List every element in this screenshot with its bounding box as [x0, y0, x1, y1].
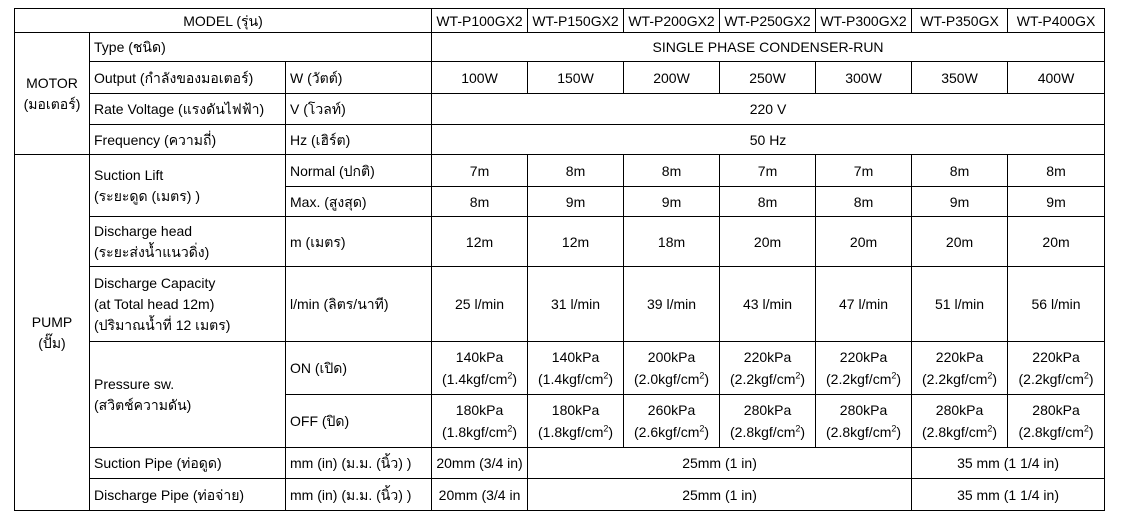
output-value: 200W — [624, 62, 720, 94]
on-kpa: 200kPa — [647, 349, 696, 365]
on-kpa: 140kPa — [551, 349, 600, 365]
motor-type-row — [15, 33, 1105, 62]
voltage-value: 220 V — [432, 94, 1105, 125]
frequency-unit: Hz (เฮิร์ต) — [286, 125, 432, 155]
off-kgf-sup: 2 — [507, 423, 513, 434]
close-paren: ) — [800, 424, 806, 440]
on-kgf-sup: 2 — [891, 370, 897, 381]
pressure-label-th: (สวิตช์ความดัน) — [94, 396, 192, 413]
suction-pipe-value: 25mm (1 in) — [528, 448, 912, 479]
on-kgf — [532, 368, 619, 390]
close-paren: ) — [608, 371, 614, 387]
discharge-pipe-label: Discharge Pipe (ท่อจ่าย) — [90, 479, 286, 511]
output-value: 300W — [816, 62, 912, 94]
motor-group-th: (มอเตอร์) — [23, 95, 81, 112]
off-kgf-value: (2.6kgf/cm — [634, 424, 700, 440]
on-pressure-cell — [432, 342, 528, 395]
discharge-pipe-unit: mm (in) (ม.ม. (นิ้ว) ) — [286, 479, 432, 511]
close-paren: ) — [896, 424, 902, 440]
suction-lift-label — [90, 155, 286, 217]
suction-pipe-unit: mm (in) (ม.ม. (นิ้ว) ) — [286, 448, 432, 479]
output-value: 250W — [720, 62, 816, 94]
suction-lift-normal-row — [15, 155, 1105, 187]
max-value: 8m — [720, 187, 816, 217]
discharge-head-label — [90, 217, 286, 267]
off-kpa: 280kPa — [935, 402, 984, 418]
pump-group-label — [15, 155, 90, 511]
off-kgf — [628, 421, 715, 443]
off-pressure-cell — [528, 395, 624, 448]
max-value: 8m — [432, 187, 528, 217]
discharge-pipe-value: 25mm (1 in) — [528, 479, 912, 511]
on-kgf — [916, 368, 1003, 390]
off-pressure-cell — [432, 395, 528, 448]
normal-value: 7m — [720, 155, 816, 187]
off-kgf-sup: 2 — [603, 423, 609, 434]
output-value: 400W — [1008, 62, 1105, 94]
off-kgf-sup: 2 — [699, 423, 705, 434]
off-kgf — [436, 421, 523, 443]
motor-group-label — [15, 33, 90, 155]
motor-group-en: MOTOR — [26, 74, 78, 91]
close-paren: ) — [800, 371, 806, 387]
on-kgf — [724, 368, 811, 390]
capacity-value: 43 l/min — [720, 267, 816, 342]
max-value: 8m — [816, 187, 912, 217]
capacity-label-th: (ปริมาณน้ำที่ 12 เมตร) — [94, 316, 231, 333]
off-kgf-value: (2.8kgf/cm — [730, 424, 796, 440]
max-label: Max. (สูงสุด) — [286, 187, 432, 217]
model-label: MODEL (รุ่น) — [15, 9, 432, 33]
suction-pipe-row — [15, 448, 1105, 479]
capacity-value: 47 l/min — [816, 267, 912, 342]
normal-value: 8m — [1008, 155, 1105, 187]
suction-lift-label-th: (ระยะดูด (เมตร) ) — [94, 187, 200, 204]
frequency-value: 50 Hz — [432, 125, 1105, 155]
close-paren: ) — [992, 424, 998, 440]
off-kgf-value: (2.8kgf/cm — [1018, 424, 1084, 440]
off-pressure-cell — [816, 395, 912, 448]
discharge-head-value: 12m — [432, 217, 528, 267]
close-paren: ) — [992, 371, 998, 387]
on-kgf-value: (2.2kgf/cm — [730, 371, 796, 387]
discharge-head-label-th: (ระยะส่งน้ำแนวดิ่ง) — [94, 243, 210, 260]
off-pressure-cell — [912, 395, 1008, 448]
discharge-head-value: 18m — [624, 217, 720, 267]
discharge-head-value: 12m — [528, 217, 624, 267]
on-kgf — [820, 368, 907, 390]
on-kgf-value: (2.0kgf/cm — [634, 371, 700, 387]
off-pressure-cell — [720, 395, 816, 448]
capacity-label-head: (at Total head 12m) — [94, 295, 215, 312]
capacity-value: 31 l/min — [528, 267, 624, 342]
off-kgf — [724, 421, 811, 443]
model-name: WT-P100GX2 — [432, 9, 528, 33]
off-kgf-value: (1.8kgf/cm — [442, 424, 508, 440]
off-kpa: 280kPa — [1032, 402, 1080, 418]
on-kpa: 220kPa — [935, 349, 984, 365]
capacity-label — [90, 267, 286, 342]
motor-voltage-row — [15, 94, 1105, 125]
capacity-value: 56 l/min — [1008, 267, 1105, 342]
close-paren: ) — [704, 371, 710, 387]
discharge-pipe-value: 20mm (3/4 in — [432, 479, 528, 511]
off-kgf-sup: 2 — [891, 423, 897, 434]
on-kpa: 220kPa — [839, 349, 888, 365]
output-unit: W (วัตต์) — [286, 62, 432, 94]
discharge-head-row — [15, 217, 1105, 267]
off-kgf-value: (2.8kgf/cm — [922, 424, 988, 440]
discharge-head-value: 20m — [720, 217, 816, 267]
header-row — [15, 9, 1105, 33]
output-value: 100W — [432, 62, 528, 94]
off-kgf-sup: 2 — [1083, 423, 1089, 434]
on-kgf-value: (1.4kgf/cm — [538, 371, 604, 387]
normal-value: 8m — [528, 155, 624, 187]
model-name: WT-P300GX2 — [816, 9, 912, 33]
voltage-label: Rate Voltage (แรงดันไฟฟ้า) — [90, 94, 286, 125]
on-label: ON (เปิด) — [286, 342, 432, 395]
frequency-label: Frequency (ความถี่) — [90, 125, 286, 155]
normal-value: 7m — [432, 155, 528, 187]
off-kgf — [532, 421, 619, 443]
off-kpa: 280kPa — [839, 402, 888, 418]
model-name: WT-P250GX2 — [720, 9, 816, 33]
on-kgf-sup: 2 — [603, 370, 609, 381]
discharge-head-unit: m (เมตร) — [286, 217, 432, 267]
motor-output-row — [15, 62, 1105, 94]
max-value: 9m — [528, 187, 624, 217]
spec-table — [14, 8, 1105, 511]
normal-value: 7m — [816, 155, 912, 187]
on-kgf — [628, 368, 715, 390]
suction-pipe-value: 20mm (3/4 in) — [432, 448, 528, 479]
on-kgf-value: (2.2kgf/cm — [826, 371, 892, 387]
on-kpa: 140kPa — [455, 349, 504, 365]
model-name: WT-P350GX — [912, 9, 1008, 33]
pressure-label-en: Pressure sw. — [94, 375, 175, 392]
on-kgf-sup: 2 — [987, 370, 993, 381]
off-kgf — [916, 421, 1003, 443]
off-kgf — [820, 421, 907, 443]
on-kgf-sup: 2 — [1083, 370, 1089, 381]
discharge-head-value: 20m — [816, 217, 912, 267]
close-paren: ) — [512, 424, 518, 440]
off-kgf-value: (1.8kgf/cm — [538, 424, 604, 440]
off-kpa: 260kPa — [647, 402, 696, 418]
model-name: WT-P150GX2 — [528, 9, 624, 33]
pump-group-en: PUMP — [31, 313, 73, 330]
off-pressure-cell — [1008, 395, 1105, 448]
normal-value: 8m — [624, 155, 720, 187]
pressure-on-row — [15, 342, 1105, 395]
output-value: 350W — [912, 62, 1008, 94]
off-pressure-cell — [624, 395, 720, 448]
pressure-label — [90, 342, 286, 448]
max-value: 9m — [1008, 187, 1105, 217]
close-paren: ) — [1088, 371, 1094, 387]
output-label: Output (กำลังของมอเตอร์) — [90, 62, 286, 94]
close-paren: ) — [608, 424, 614, 440]
on-pressure-cell — [528, 342, 624, 395]
model-name: WT-P200GX2 — [624, 9, 720, 33]
capacity-unit: l/min (ลิตร/นาที) — [286, 267, 432, 342]
off-kpa: 180kPa — [455, 402, 504, 418]
max-value: 9m — [912, 187, 1008, 217]
output-value: 150W — [528, 62, 624, 94]
discharge-head-label-en: Discharge head — [94, 222, 193, 239]
discharge-head-value: 20m — [912, 217, 1008, 267]
close-paren: ) — [1088, 424, 1094, 440]
capacity-label-en: Discharge Capacity — [94, 274, 216, 291]
on-kgf-value: (1.4kgf/cm — [442, 371, 508, 387]
discharge-pipe-row — [15, 479, 1105, 511]
on-pressure-cell — [624, 342, 720, 395]
suction-lift-label-en: Suction Lift — [94, 166, 164, 183]
on-kgf-sup: 2 — [507, 370, 513, 381]
discharge-pipe-value: 35 mm (1 1/4 in) — [912, 479, 1105, 511]
close-paren: ) — [704, 424, 710, 440]
discharge-capacity-row — [15, 267, 1105, 342]
off-label: OFF (ปิด) — [286, 395, 432, 448]
capacity-value: 39 l/min — [624, 267, 720, 342]
on-kgf-sup: 2 — [795, 370, 801, 381]
suction-pipe-value: 35 mm (1 1/4 in) — [912, 448, 1105, 479]
off-kgf-sup: 2 — [987, 423, 993, 434]
max-value: 9m — [624, 187, 720, 217]
normal-value: 8m — [912, 155, 1008, 187]
off-kpa: 180kPa — [551, 402, 600, 418]
off-kgf — [1012, 421, 1100, 443]
suction-pipe-label: Suction Pipe (ท่อดูด) — [90, 448, 286, 479]
pump-group-th: (ปั๊ม) — [38, 334, 66, 351]
model-name: WT-P400GX — [1008, 9, 1105, 33]
capacity-value: 51 l/min — [912, 267, 1008, 342]
on-kgf-value: (2.2kgf/cm — [1018, 371, 1084, 387]
type-value: SINGLE PHASE CONDENSER-RUN — [432, 33, 1105, 62]
on-kgf-sup: 2 — [699, 370, 705, 381]
off-kgf-sup: 2 — [795, 423, 801, 434]
off-kpa: 280kPa — [743, 402, 792, 418]
motor-frequency-row — [15, 125, 1105, 155]
on-pressure-cell — [912, 342, 1008, 395]
on-kgf-value: (2.2kgf/cm — [922, 371, 988, 387]
on-kpa: 220kPa — [743, 349, 792, 365]
on-kgf — [1012, 368, 1100, 390]
on-kpa: 220kPa — [1032, 349, 1080, 365]
close-paren: ) — [512, 371, 518, 387]
capacity-value: 25 l/min — [432, 267, 528, 342]
on-kgf — [436, 368, 523, 390]
on-pressure-cell — [720, 342, 816, 395]
off-kgf-value: (2.8kgf/cm — [826, 424, 892, 440]
type-label: Type (ชนิด) — [90, 33, 432, 62]
close-paren: ) — [896, 371, 902, 387]
on-pressure-cell — [816, 342, 912, 395]
voltage-unit: V (โวลท์) — [286, 94, 432, 125]
discharge-head-value: 20m — [1008, 217, 1105, 267]
normal-label: Normal (ปกติ) — [286, 155, 432, 187]
on-pressure-cell — [1008, 342, 1105, 395]
